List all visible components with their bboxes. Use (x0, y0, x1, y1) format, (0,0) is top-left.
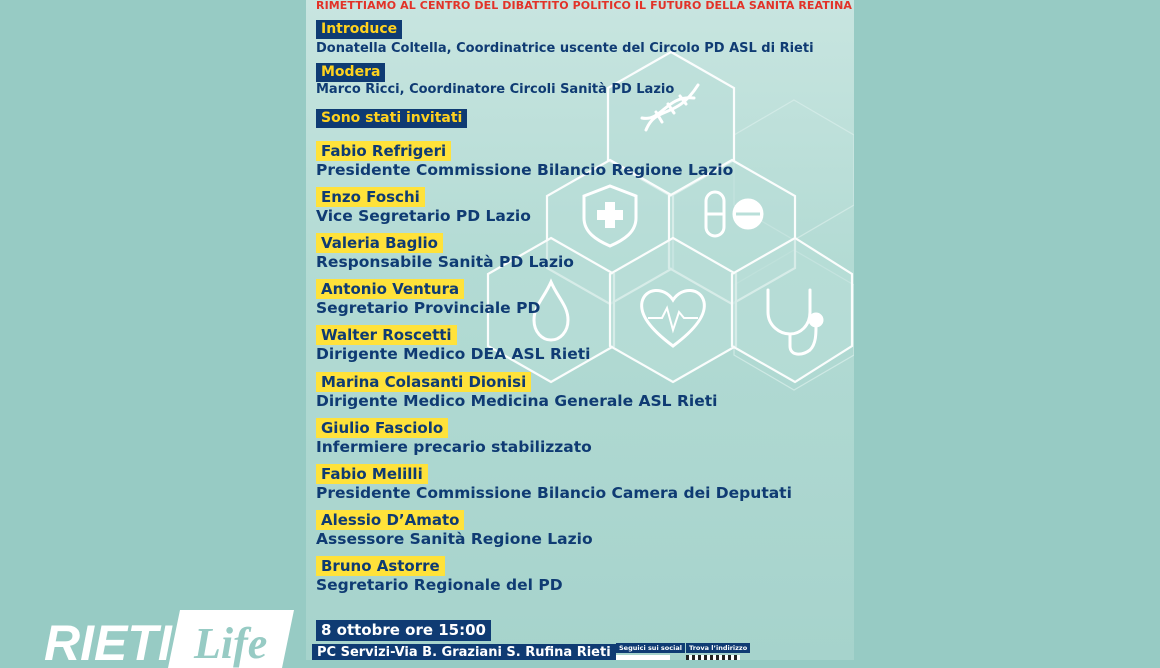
guest-role: Segretario Provinciale PD (316, 299, 541, 317)
poster-subtitle: RIMETTIAMO AL CENTRO DEL DIBATTITO POLITICO IL FUTURO DELLA SANITÀ REATINA (316, 0, 853, 12)
event-venue: PC Servizi-Via B. Graziani S. Rufina Rieti (312, 644, 616, 660)
introduce-label: Introduce (316, 20, 402, 39)
invited-label: Sono stati invitati (316, 109, 467, 128)
guest-role: Presidente Commissione Bilancio Regione Lazio (316, 161, 734, 179)
modera-text: Marco Ricci, Coordinatore Circoli Sanità PD Lazio (316, 82, 675, 97)
guest-role: Presidente Commissione Bilancio Camera dei Deputati (316, 484, 792, 502)
guest-role: Assessore Sanità Regione Lazio (316, 530, 593, 548)
guest-role: Segretario Regionale del PD (316, 576, 563, 594)
address-label: Trova l’indirizzo (686, 643, 750, 653)
guest-name: Alessio D’Amato (316, 510, 464, 530)
guest-name: Bruno Astorre (316, 556, 445, 576)
guest-role: Responsabile Sanità PD Lazio (316, 253, 574, 271)
guest-name: Giulio Fasciolo (316, 418, 448, 438)
guest-role: Infermiere precario stabilizzato (316, 438, 592, 456)
rieti-life-logo (44, 608, 294, 668)
guest-name: Marina Colasanti Dionisi (316, 372, 531, 392)
guest-name: Walter Roscetti (316, 325, 457, 345)
event-date: 8 ottobre ore 15:00 (316, 620, 491, 641)
event-poster (306, 0, 854, 660)
guest-name: Fabio Melilli (316, 464, 428, 484)
introduce-text: Donatella Coltella, Coordinatrice uscente del Circolo PD ASL di Rieti (316, 41, 814, 56)
social-qr (616, 655, 670, 660)
guest-name: Enzo Foschi (316, 187, 425, 207)
guest-role: Dirigente Medico DEA ASL Rieti (316, 345, 591, 363)
address-qr (686, 655, 740, 660)
guest-name: Antonio Ventura (316, 279, 464, 299)
guest-name: Valeria Baglio (316, 233, 443, 253)
social-label: Seguici sui social (616, 643, 685, 653)
guest-name: Fabio Refrigeri (316, 141, 451, 161)
guest-role: Vice Segretario PD Lazio (316, 207, 531, 225)
modera-label: Modera (316, 63, 385, 82)
logo-script: Life (194, 619, 268, 668)
guest-role: Dirigente Medico Medicina Generale ASL Rieti (316, 392, 718, 410)
logo-text: RIETI (44, 615, 172, 668)
